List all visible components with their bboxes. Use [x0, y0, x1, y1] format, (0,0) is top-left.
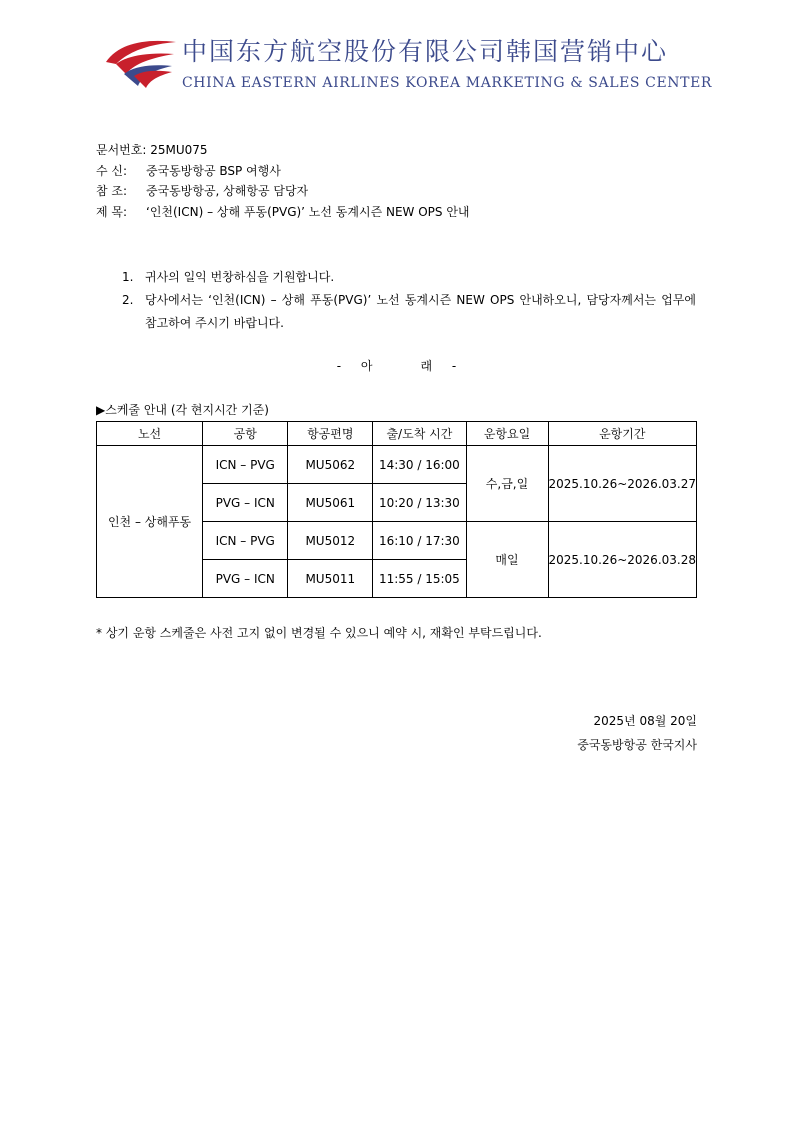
header-airport: 공항 — [203, 422, 288, 446]
airport-cell: PVG – ICN — [203, 560, 288, 598]
doc-number-row — [96, 140, 470, 161]
airport-cell: PVG – ICN — [203, 484, 288, 522]
reference-row — [96, 181, 470, 202]
company-name-en: CHINA EASTERN AIRLINES KOREA MARKETING & SALES CENTER — [182, 75, 713, 91]
days-cell: 수,금,일 — [466, 446, 548, 522]
body-list — [122, 266, 696, 335]
days-cell: 매일 — [466, 522, 548, 598]
header-period: 운항기간 — [548, 422, 697, 446]
period-cell: 2025.10.26~2026.03.28 — [548, 522, 697, 598]
letterhead — [104, 30, 713, 100]
route-cell: 인천 – 상해푸동 — [97, 446, 203, 598]
swallow-logo-icon — [104, 34, 178, 90]
time-cell: 14:30 / 16:00 — [373, 446, 466, 484]
signer: 중국동방항공 한국지사 — [577, 738, 697, 752]
table-header-row — [97, 422, 697, 446]
schedule-table — [96, 421, 697, 598]
time-cell: 16:10 / 17:30 — [373, 522, 466, 560]
header-days: 운항요일 — [466, 422, 548, 446]
airport-cell: ICN – PVG — [203, 522, 288, 560]
reference-label: 참 조: — [96, 184, 128, 198]
item-number: 2. — [122, 293, 134, 307]
time-cell: 11:55 / 15:05 — [373, 560, 466, 598]
subject-label: 제 목: — [96, 204, 128, 219]
schedule-title: ▶스케줄 안내 (각 현지시간 기준) — [96, 403, 269, 417]
item-text: 당사에서는 ‘인천(ICN) – 상해 푸동(PVG)’ 노선 동계시즌 NEW OPS 안내하오니, 담당자께서는 업무에 참고하여 주시기 바랍니다. — [145, 293, 696, 330]
list-item — [122, 266, 696, 289]
recipient: 중국동방항공 BSP 여행사 — [146, 163, 281, 178]
airport-cell: ICN – PVG — [203, 446, 288, 484]
period-cell: 2025.10.26~2026.03.27 — [548, 446, 697, 522]
recipient-row — [96, 161, 470, 182]
header-time: 출/도착 시간 — [373, 422, 466, 446]
subject-row — [96, 202, 470, 223]
header-route: 노선 — [97, 422, 203, 446]
schedule-note: * 상기 운항 스케줄은 사전 고지 없이 변경될 수 있으니 예약 시, 재확인 부탁드립니다. — [96, 626, 542, 640]
reference: 중국동방항공, 상해항공 담당자 — [146, 184, 309, 198]
item-number: 1. — [122, 270, 134, 284]
issue-date: 2025년 08월 20일 — [593, 714, 697, 728]
recipient-label: 수 신: — [96, 163, 128, 178]
flight-cell: MU5062 — [288, 446, 373, 484]
table-row — [97, 446, 697, 484]
document-meta — [96, 140, 470, 222]
header-flight: 항공편명 — [288, 422, 373, 446]
flight-cell: MU5061 — [288, 484, 373, 522]
flight-cell: MU5011 — [288, 560, 373, 598]
item-text: 귀사의 일익 번창하심을 기원합니다. — [145, 270, 335, 284]
doc-number: 25MU075 — [150, 143, 208, 157]
time-cell: 10:20 / 13:30 — [373, 484, 466, 522]
subject: ‘인천(ICN) – 상해 푸동(PVG)’ 노선 동계시즌 NEW OPS 안내 — [146, 204, 470, 219]
list-item — [122, 289, 696, 335]
company-name-cn: 中国东方航空股份有限公司韩国营销中心 — [182, 37, 669, 66]
section-marker-left: - 아 — [336, 359, 373, 373]
section-marker-right: 래 - — [420, 359, 457, 373]
flight-cell: MU5012 — [288, 522, 373, 560]
section-marker — [0, 357, 793, 374]
doc-number-label: 문서번호: — [96, 143, 147, 157]
